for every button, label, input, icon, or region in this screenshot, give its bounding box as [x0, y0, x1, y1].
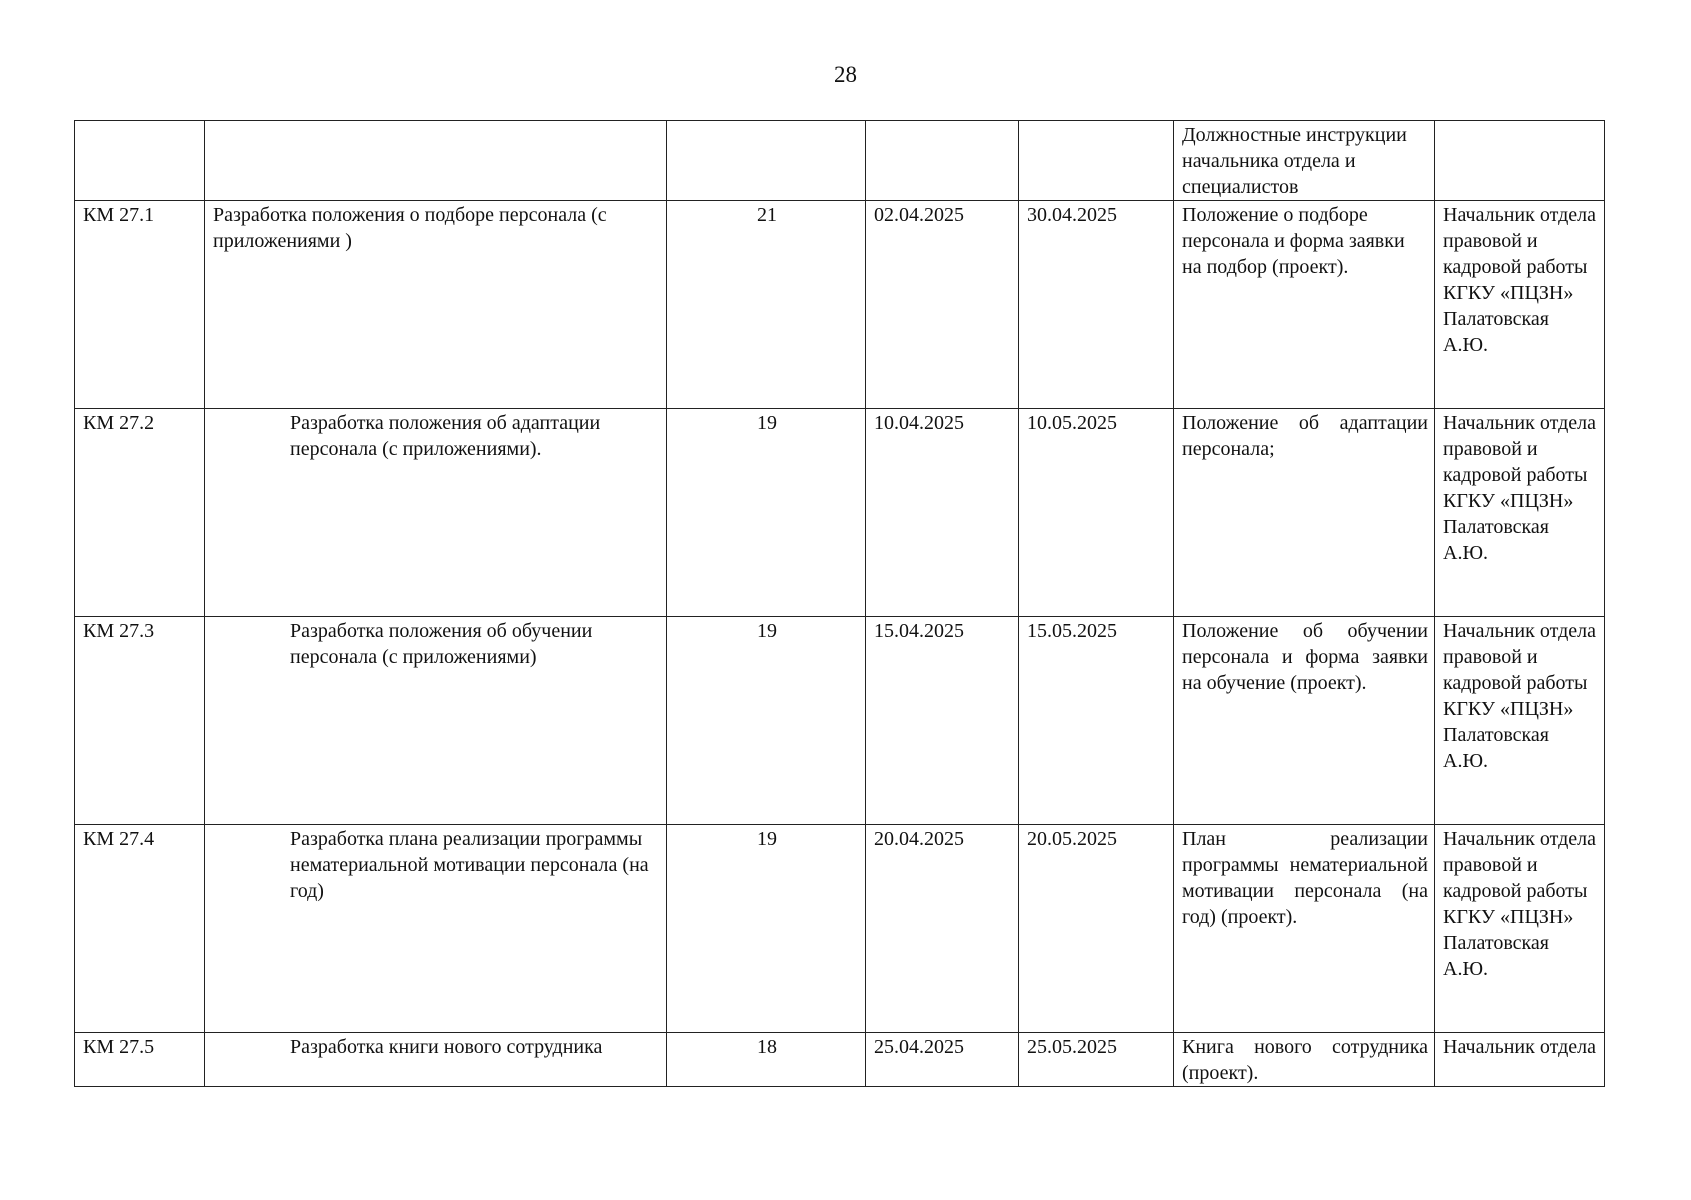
table-row — [75, 201, 1605, 409]
cell-name: Разработка положения об адаптации персонала (с приложениями). — [205, 409, 667, 617]
cell-end-date — [1019, 121, 1174, 201]
cell-number: 21 — [667, 201, 866, 409]
cell-responsible: Начальник отдела правовой и кадровой работы КГКУ «ПЦЗН» Палатовская А.Ю. — [1435, 201, 1605, 409]
cell-code: КМ 27.4 — [75, 825, 205, 1033]
cell-code — [75, 121, 205, 201]
cell-end-date: 15.05.2025 — [1019, 617, 1174, 825]
cell-name: Разработка плана реализации программы нематериальной мотивации персонала (на год) — [205, 825, 667, 1033]
cell-start-date: 25.04.2025 — [866, 1033, 1019, 1087]
cell-responsible: Начальник отдела правовой и кадровой работы КГКУ «ПЦЗН» Палатовская А.Ю. — [1435, 825, 1605, 1033]
cell-number: 18 — [667, 1033, 866, 1087]
cell-code: КМ 27.2 — [75, 409, 205, 617]
cell-end-date: 25.05.2025 — [1019, 1033, 1174, 1087]
cell-code: КМ 27.1 — [75, 201, 205, 409]
cell-responsible: Начальник отдела — [1435, 1033, 1605, 1087]
table-row — [75, 617, 1605, 825]
cell-start-date: 15.04.2025 — [866, 617, 1019, 825]
cell-end-date: 30.04.2025 — [1019, 201, 1174, 409]
cell-end-date: 20.05.2025 — [1019, 825, 1174, 1033]
table-row — [75, 825, 1605, 1033]
cell-responsible — [1435, 121, 1605, 201]
cell-result: Положение о подборе персонала и форма заявки на подбор (проект). — [1174, 201, 1435, 409]
cell-responsible: Начальник отдела правовой и кадровой работы КГКУ «ПЦЗН» Палатовская А.Ю. — [1435, 617, 1605, 825]
cell-result: План реализации программы нематериальной мотивации персонала (на год) (проект). — [1174, 825, 1435, 1033]
cell-result: Положение об обучении персонала и форма заявки на обучение (проект). — [1174, 617, 1435, 825]
cell-name: Разработка книги нового сотрудника — [205, 1033, 667, 1087]
table-row — [75, 409, 1605, 617]
cell-number: 19 — [667, 825, 866, 1033]
cell-result: Положение об адаптации персонала; — [1174, 409, 1435, 617]
table-row — [75, 1033, 1605, 1087]
cell-responsible: Начальник отдела правовой и кадровой работы КГКУ «ПЦЗН» Палатовская А.Ю. — [1435, 409, 1605, 617]
table-row-continuation — [75, 121, 1605, 201]
cell-start-date: 20.04.2025 — [866, 825, 1019, 1033]
cell-result: Должностные инструкции начальника отдела и специалистов — [1174, 121, 1435, 201]
cell-code: КМ 27.5 — [75, 1033, 205, 1087]
cell-number: 19 — [667, 617, 866, 825]
cell-code: КМ 27.3 — [75, 617, 205, 825]
cell-start-date — [866, 121, 1019, 201]
cell-name: Разработка положения о подборе персонала (с приложениями ) — [205, 201, 667, 409]
page-number: 28 — [834, 62, 857, 87]
cell-start-date: 02.04.2025 — [866, 201, 1019, 409]
cell-name: Разработка положения об обучении персонала (с приложениями) — [205, 617, 667, 825]
cell-number: 19 — [667, 409, 866, 617]
cell-end-date: 10.05.2025 — [1019, 409, 1174, 617]
cell-name — [205, 121, 667, 201]
plan-table — [74, 120, 1605, 1087]
cell-number — [667, 121, 866, 201]
cell-start-date: 10.04.2025 — [866, 409, 1019, 617]
cell-result: Книга нового сотрудника (проект). — [1174, 1033, 1435, 1087]
